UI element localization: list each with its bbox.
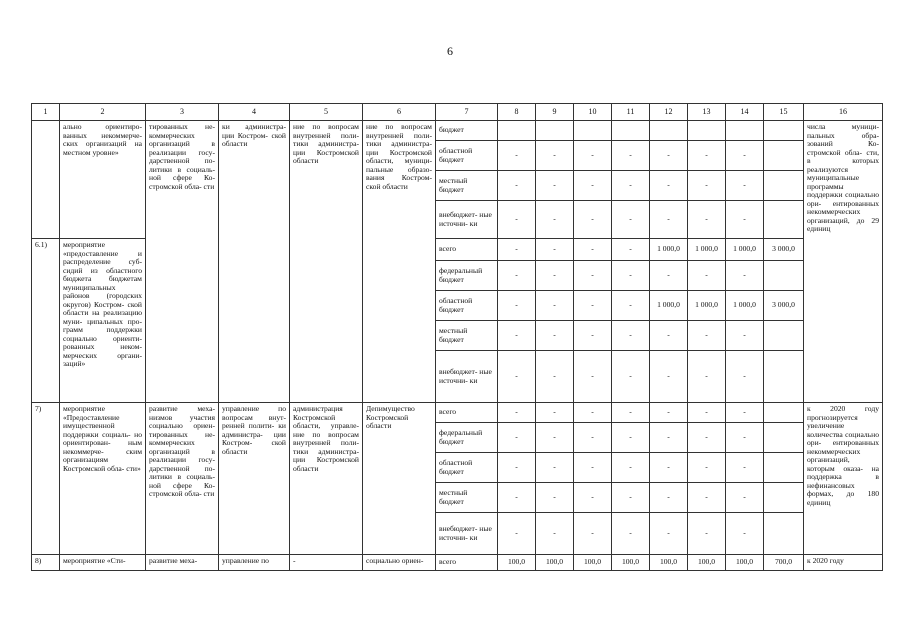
co-executor: - [290,555,363,571]
value-cell: - [498,513,536,555]
value-cell: - [650,453,688,483]
value-cell: - [498,261,536,291]
value-cell: - [536,453,574,483]
value-cell [688,121,726,141]
col-header: 16 [804,104,883,121]
funding-source: всего [436,403,498,423]
value-cell: - [650,403,688,423]
value-cell [536,121,574,141]
value-cell [498,121,536,141]
col-header: 11 [612,104,650,121]
co-executor: администрация Костромской области, управле- ние по вопросам внутренней поли- тики администра- ции Костромской области [290,403,363,555]
col-header: 10 [574,104,612,121]
col-header: 3 [146,104,219,121]
funding-source: областной бюджет [436,141,498,171]
funding-source: внебюджет- ные источни- ки [436,201,498,239]
funding-source: федеральный бюджет [436,261,498,291]
value-cell: - [498,141,536,171]
value-cell: - [688,141,726,171]
value-cell: - [536,171,574,201]
value-cell: - [574,453,612,483]
value-cell: 100,0 [574,555,612,571]
value-cell: - [612,513,650,555]
value-cell: - [612,321,650,351]
value-cell: - [612,239,650,261]
value-cell: - [650,423,688,453]
funding-source: всего [436,555,498,571]
col-header: 9 [536,104,574,121]
value-cell: - [688,453,726,483]
value-cell: - [612,171,650,201]
activity-name: ально ориентиро- ванных некоммерче- ских организаций на местном уровне» [60,121,146,239]
value-cell [764,121,804,141]
value-cell: - [498,351,536,403]
participant: социально ориен- [363,555,436,571]
value-cell: - [536,513,574,555]
value-cell: - [650,321,688,351]
value-cell: 100,0 [726,555,764,571]
value-cell: - [650,201,688,239]
value-cell: - [688,201,726,239]
value-cell: - [688,351,726,403]
value-cell: - [688,513,726,555]
col-header: 12 [650,104,688,121]
value-cell: - [726,351,764,403]
value-cell: - [574,483,612,513]
value-cell: - [536,261,574,291]
responsible-executor: управление по вопросам внут- ренней полити- ки администра- ции Костром- ской области [219,403,290,555]
value-cell: - [650,141,688,171]
expected-result: к 2020 году [804,555,883,571]
table-row [32,555,883,571]
header-row [32,104,883,121]
value-cell: - [536,291,574,321]
activity-name: мероприятие «предоставление и распределение суб- сидий из областного бюджета бюджетам муниципальных районов (городских округов) Костром- ской области на реализацию муни- ципальных про- грамм поддержки социально ориенти- рованных неком- мерческих органи- заций» [60,239,146,403]
value-cell: - [536,403,574,423]
col-header: 7 [436,104,498,121]
activity-goal: развитие меха- низмов участия социально ориен- тированных не- коммерческих организаций в реализации госу- дарственной по- литики в социаль- ной сфере Ко- стромской обла- сти [146,403,219,555]
col-header: 1 [32,104,60,121]
value-cell: - [574,201,612,239]
value-cell: - [688,171,726,201]
activity-name: мероприятие «Предоставление имущественной поддержки социаль- но ориентирован- ным некоммерче- ским организациям Костромской обла- сти» [60,403,146,555]
value-cell: - [688,483,726,513]
value-cell: - [612,453,650,483]
value-cell: - [574,239,612,261]
value-cell: - [650,171,688,201]
participant: Депимущество Костромской области [363,403,436,555]
value-cell: - [574,141,612,171]
responsible-executor: управление по [219,555,290,571]
value-cell: - [688,261,726,291]
value-cell: - [536,351,574,403]
value-cell: - [650,261,688,291]
funding-source: внебюджет- ные источни- ки [436,513,498,555]
value-cell: - [726,201,764,239]
value-cell: - [498,321,536,351]
value-cell: - [536,483,574,513]
value-cell [726,121,764,141]
value-cell: - [498,291,536,321]
value-cell [764,403,804,423]
funding-source: всего [436,239,498,261]
value-cell [764,453,804,483]
funding-source: областной бюджет [436,453,498,483]
activity-goal: развитие меха- [146,555,219,571]
table-row [32,121,883,141]
funding-source: местный бюджет [436,483,498,513]
value-cell: - [688,423,726,453]
responsible-executor: ки администра- ции Костром- ской области [219,121,290,403]
value-cell: 100,0 [650,555,688,571]
value-cell [764,261,804,291]
value-cell: 100,0 [498,555,536,571]
value-cell: 1 000,0 [688,291,726,321]
value-cell: - [574,291,612,321]
value-cell: - [726,321,764,351]
value-cell: - [726,453,764,483]
value-cell: - [726,141,764,171]
activity-name: мероприятие «Сти- [60,555,146,571]
value-cell: - [650,483,688,513]
funding-source: областной бюджет [436,291,498,321]
value-cell [574,121,612,141]
value-cell: 1 000,0 [688,239,726,261]
value-cell: - [536,423,574,453]
value-cell: - [612,291,650,321]
value-cell: - [536,201,574,239]
value-cell: - [574,513,612,555]
value-cell: - [726,171,764,201]
value-cell: - [726,403,764,423]
value-cell: - [612,261,650,291]
value-cell: - [688,321,726,351]
value-cell: - [574,423,612,453]
activity-goal: тированных не- коммерческих организаций в реализации госу- дарственной по- литики в социаль- ной сфере Ко- стромской обла- сти [146,121,219,403]
funding-source: федеральный бюджет [436,423,498,453]
value-cell: - [612,483,650,513]
value-cell [764,201,804,239]
program-activities-table [31,103,883,571]
value-cell [764,423,804,453]
value-cell: - [650,351,688,403]
value-cell [764,483,804,513]
value-cell: - [498,403,536,423]
expected-result: числа муници- пальных обра- зований Ко- стромской обла- сти, в которых реализуются муниципальные программы поддержки социально ори- ентированных некоммерческих организаций, до 29 единиц [804,121,883,403]
expected-result: к 2020 году прогнозируется увеличение количества социально ори- ентированных некоммерческих организаций, которым оказа- на поддержка в нефинансовых формах, до 180 единиц [804,403,883,555]
value-cell: 1 000,0 [726,239,764,261]
value-cell: - [612,423,650,453]
value-cell [764,351,804,403]
value-cell: - [726,261,764,291]
value-cell: - [536,239,574,261]
value-cell: - [498,453,536,483]
table-row [32,403,883,423]
value-cell: - [612,351,650,403]
page-number: 6 [447,44,453,58]
value-cell: - [574,261,612,291]
row-number [32,121,60,239]
value-cell: - [688,403,726,423]
value-cell: 100,0 [536,555,574,571]
funding-source: местный бюджет [436,171,498,201]
value-cell: - [536,141,574,171]
col-header: 2 [60,104,146,121]
value-cell: - [726,483,764,513]
value-cell: - [498,239,536,261]
funding-source: бюджет [436,121,498,141]
col-header: 15 [764,104,804,121]
col-header: 14 [726,104,764,121]
value-cell: - [612,403,650,423]
value-cell: - [498,171,536,201]
participant: ние по вопросам внутренней поли- тики администра- ции Костромской области, муници- пальные образо- вания Костром- ской области [363,121,436,403]
col-header: 4 [219,104,290,121]
value-cell: - [612,141,650,171]
value-cell: - [574,321,612,351]
funding-source: внебюджет- ные источни- ки [436,351,498,403]
col-header: 5 [290,104,363,121]
value-cell: 1 000,0 [650,239,688,261]
value-cell: 1 000,0 [650,291,688,321]
value-cell: 3 000,0 [764,291,804,321]
value-cell: - [498,201,536,239]
value-cell: - [650,513,688,555]
row-number: 8) [32,555,60,571]
value-cell: - [498,423,536,453]
co-executor: ние по вопросам внутренней поли- тики администра- ции Костромской области [290,121,363,403]
value-cell: - [574,171,612,201]
value-cell: - [726,423,764,453]
row-number: 7) [32,403,60,555]
value-cell: - [726,513,764,555]
value-cell: - [536,321,574,351]
value-cell: 1 000,0 [726,291,764,321]
value-cell [764,141,804,171]
value-cell [612,121,650,141]
value-cell: - [574,403,612,423]
value-cell [764,171,804,201]
value-cell [764,513,804,555]
col-header: 6 [363,104,436,121]
funding-source: местный бюджет [436,321,498,351]
value-cell: 3 000,0 [764,239,804,261]
col-header: 13 [688,104,726,121]
value-cell: 100,0 [688,555,726,571]
value-cell [650,121,688,141]
value-cell: - [498,483,536,513]
value-cell: - [574,351,612,403]
value-cell: - [612,201,650,239]
col-header: 8 [498,104,536,121]
value-cell: 100,0 [612,555,650,571]
value-cell: 700,0 [764,555,804,571]
value-cell [764,321,804,351]
row-number: 6.1) [32,239,60,403]
